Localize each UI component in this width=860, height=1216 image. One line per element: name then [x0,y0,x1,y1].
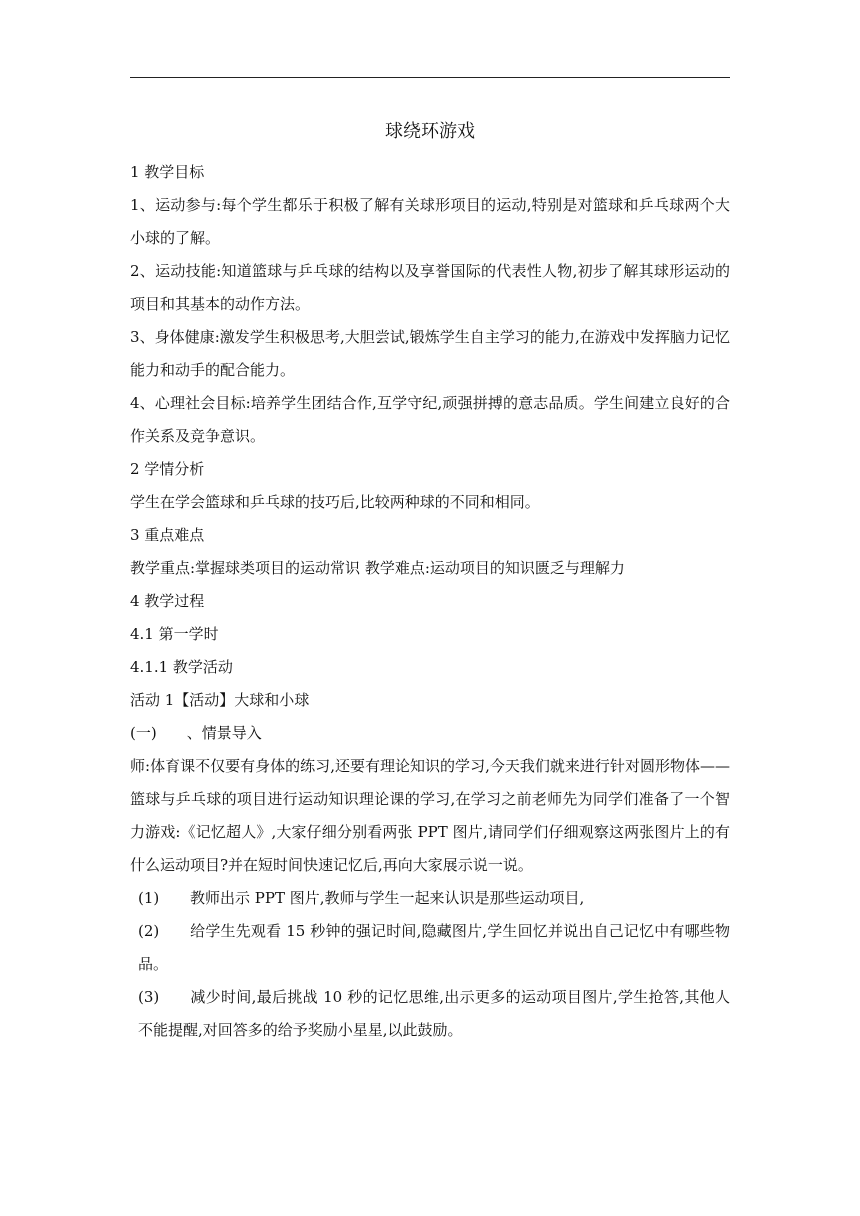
step-text: 给学生先观看 15 秒钟的强记时间,隐藏图片,学生回忆并说出自己记忆中有哪些物品。 [138,922,730,973]
header-rule [130,77,730,78]
intro-heading: (一) 、情景导入 [130,724,262,742]
step-text: 教师出示 PPT 图片,教师与学生一起来认识是那些运动项目, [190,889,585,907]
activity-title: 活动 1【活动】大球和小球 [130,691,310,709]
step-text: 减少时间,最后挑战 10 秒的记忆思维,出示更多的运动项目图片,学生抢答,其他人不能提醒,对回答多的给予奖励小星星,以此鼓励。 [138,988,730,1039]
goal-paragraph-1: 1、运动参与:每个学生都乐于积极了解有关球形项目的运动,特别是对篮球和乒乓球两个大小球的了解。 [130,196,730,247]
step-item-3 [130,981,730,1047]
subheading-activities: 4.1.1 教学活动 [130,658,233,676]
goal-paragraph-4: 4、心理社会目标:培养学生团结合作,互学守纪,顽强拼搏的意志品质。学生间建立良好的合作关系及竞争意识。 [130,394,730,445]
subheading-lesson-1: 4.1 第一学时 [130,625,219,643]
analysis-paragraph: 学生在学会篮球和乒乓球的技巧后,比较两种球的不同和相同。 [130,493,540,511]
document-title: 球绕环游戏 [385,121,475,142]
goal-paragraph-2: 2、运动技能:知道篮球与乒乓球的结构以及享誉国际的代表性人物,初步了解其球形运动的项目和其基本的动作方法。 [130,262,730,313]
section-heading-analysis: 2 学情分析 [130,460,205,478]
document-body [130,116,730,1047]
step-number: (2) [138,922,160,940]
key-points-paragraph: 教学重点:掌握球类项目的运动常识 教学难点:运动项目的知识匮乏与理解力 [130,559,625,577]
step-item-2 [130,915,730,981]
step-number: (1) [138,889,160,907]
section-heading-goals: 1 教学目标 [130,163,205,181]
section-heading-key-points: 3 重点难点 [130,526,205,544]
teacher-paragraph: 师:体育课不仅要有身体的练习,还要有理论知识的学习,今天我们就来进行针对圆形物体——篮球与乒乓球的项目进行运动知识理论课的学习,在学习之前老师先为同学们准备了一个智力游戏:《记忆超人》,大家仔细分别看两张 PPT 图片,请同学们仔细观察这两张图片上的有什么运动项目?并在短时间快速记忆后,再向大家展示说一说。 [130,757,731,874]
step-number: (3) [138,988,160,1006]
section-heading-process: 4 教学过程 [130,592,205,610]
goal-paragraph-3: 3、身体健康:激发学生积极思考,大胆尝试,锻炼学生自主学习的能力,在游戏中发挥脑力记忆能力和动手的配合能力。 [130,328,730,379]
step-item-1 [130,882,730,915]
